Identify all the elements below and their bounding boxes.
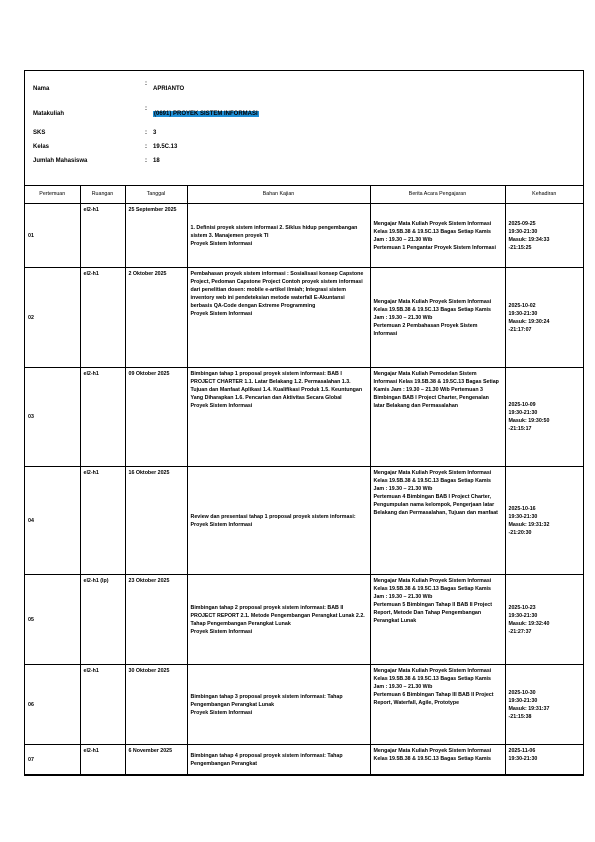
- table-row: [25, 368, 583, 467]
- sks-value: 3: [153, 130, 157, 136]
- bahan-kajian-cell: Bimbingan tahap 3 proposal proyek sistem informasi: Tahap Pengembangan Perangkat Lunak Proyek Sistem Informasi: [187, 665, 370, 745]
- berita-acara-cell: Mengajar Mata Kuliah Proyek Sistem Informasi Kelas 19.5B.38 & 19.5C.13 Bagas Setiap Kamis Jam : 19.30 – 21.30 Wib Pertemuan 5 Bimbingan Tahap II BAB II Project Report, Metode Dan Tahap Pengembangan Perangkat Lunak: [370, 575, 505, 665]
- table-row: [25, 467, 583, 575]
- pertemuan-cell: 01: [25, 204, 80, 268]
- kelas-colon: :: [145, 144, 147, 150]
- ruangan-cell: el2-h1: [80, 268, 125, 368]
- bahan-kajian-cell: Bimbingan tahap 4 proposal proyek sistem informasi: Tahap Pengembangan Perangkat: [187, 745, 370, 775]
- kelas-label: Kelas: [33, 144, 50, 150]
- berita-acara-cell: Mengajar Mata Kuliah Proyek Sistem Informasi Kelas 19.5B.38 & 19.5C.13 Bagas Setiap Kamis Jam : 19.30 – 21.30 Wib Pertemuan 2 Pembahasan Proyek Sistem Informasi: [370, 268, 505, 368]
- jumlah-label: Jumlah Mahasiswa: [33, 158, 88, 164]
- tanggal-cell: 23 Oktober 2025: [125, 575, 187, 665]
- ruangan-cell: el2-h1: [80, 368, 125, 467]
- header-berita-acara: Berita Acara Pengajaran: [370, 186, 505, 204]
- pertemuan-cell: 04: [25, 467, 80, 575]
- tanggal-cell: 30 Oktober 2025: [125, 665, 187, 745]
- ruangan-cell: el2-h1 (lp): [80, 575, 125, 665]
- nama-label: Nama: [33, 86, 50, 92]
- bahan-kajian-cell: Bimbingan tahap 1 proposal proyek sistem informasi: BAB I PROJECT CHARTER 1.1. Latar Belakang 1.2. Permasalahan 1.3. Tujuan dan Manfaat Aplikasi 1.4. Kualifikasi Produk 1.5. Keuntungan Yang Diharapkan 1.6. Pencarian dan Aktivitas Secara Global Proyek Sistem Informasi: [187, 368, 370, 467]
- sks-colon: :: [145, 130, 147, 136]
- berita-acara-cell: Mengajar Mata Kuliah Proyek Sistem Informasi Kelas 19.5B.38 & 19.5C.13 Bagas Setiap Kamis: [370, 745, 505, 775]
- header-ruangan: Ruangan: [80, 186, 125, 204]
- sks-label: SKS: [33, 130, 46, 136]
- attendance-document: [24, 70, 584, 776]
- attendance-table: [25, 186, 583, 775]
- matakuliah-label: Matakuliah: [33, 111, 65, 117]
- pertemuan-cell: 05: [25, 575, 80, 665]
- matakuliah-value: (0691) PROYEK SISTEM INFORMASI: [154, 111, 258, 117]
- berita-acara-cell: Mengajar Mata Kuliah Proyek Sistem Informasi Kelas 19.5B.38 & 19.5C.13 Bagas Setiap Kamis Jam : 19.30 – 21.30 Wib Pertemuan 1 Pengantar Proyek Sistem Informasi: [370, 204, 505, 268]
- pertemuan-cell: 07: [25, 745, 80, 775]
- ruangan-cell: el2-h1: [80, 204, 125, 268]
- pertemuan-cell: 03: [25, 368, 80, 467]
- tanggal-cell: 25 September 2025: [125, 204, 187, 268]
- kehadiran-cell: 2025-10-23 19:30-21:30 Masuk: 19:32:40 -21:27:37: [505, 575, 583, 665]
- tanggal-cell: 16 Oktober 2025: [125, 467, 187, 575]
- berita-acara-cell: Mengajar Mata Kuliah Pemodelan Sistem Informasi Kelas 19.5B.38 & 19.5C.13 Bagas Setiap Kamis Jam : 19.30 – 21.30 Wib Pertemuan 3 Bimbingan BAB I Project Charter, Pengenalan latar Belakang dan Permasalahan: [370, 368, 505, 467]
- matakuliah-colon: :: [145, 106, 147, 112]
- berita-acara-cell: Mengajar Mata Kuliah Proyek Sistem Informasi Kelas 19.5B.38 & 19.5C.13 Bagas Setiap Kamis Jam : 19.30 – 21.30 Wib Pertemuan 4 Bimbingan BAB I Project Charter, Pengumpulan nama kelompok, Pengerjaan latar Belakang dan Permasalahan, Tujuan dan manfaat: [370, 467, 505, 575]
- jumlah-value: 18: [153, 158, 160, 164]
- table-row: [25, 665, 583, 745]
- bahan-kajian-cell: Review dan presentasi tahap 1 proposal proyek sistem informasi: Proyek Sistem Informasi: [187, 467, 370, 575]
- nama-colon: :: [145, 81, 147, 87]
- nama-value: APRIANTO: [153, 86, 185, 92]
- kelas-value: 19.5C.13: [153, 144, 178, 150]
- ruangan-cell: el2-h1: [80, 665, 125, 745]
- header-tanggal: Tanggal: [125, 186, 187, 204]
- header-bahan-kajian: Bahan Kajian: [187, 186, 370, 204]
- table-header-row: [25, 186, 583, 204]
- ruangan-cell: el2-h1: [80, 467, 125, 575]
- kehadiran-cell: 2025-11-06 19:30-21:30: [505, 745, 583, 775]
- header-kehadiran: Kehadiran: [505, 186, 583, 204]
- table-row: [25, 204, 583, 268]
- kehadiran-cell: 2025-10-30 19:30-21:30 Masuk: 19:31:37 -21:15:38: [505, 665, 583, 745]
- table-row: [25, 268, 583, 368]
- kehadiran-cell: 2025-10-02 19:30-21:30 Masuk: 19:30:24 -21:17:07: [505, 268, 583, 368]
- berita-acara-cell: Mengajar Mata Kuliah Proyek Sistem Informasi Kelas 19.5B.38 & 19.5C.13 Bagas Setiap Kamis Jam : 19.30 – 21.30 Wib Pertemuan 6 Bimbingan Tahap III BAB II Project Report, Waterfall, Agile, Prototype: [370, 665, 505, 745]
- kehadiran-cell: 2025-10-09 19:30-21:30 Masuk: 19:30:50 -21:15:17: [505, 368, 583, 467]
- ruangan-cell: el2-h1: [80, 745, 125, 775]
- kehadiran-cell: 2025-09-25 19:30-21:30 Masuk: 19:34:33 -21:15:25: [505, 204, 583, 268]
- course-info-section: [25, 71, 583, 186]
- pertemuan-cell: 02: [25, 268, 80, 368]
- bahan-kajian-cell: 1. Definisi proyek sistem informasi 2. Siklus hidup pengembangan sistem 3. Manajemen proyek TI Proyek Sistem Informasi: [187, 204, 370, 268]
- table-row: [25, 575, 583, 665]
- jumlah-colon: :: [145, 158, 147, 164]
- bahan-kajian-cell: Pembahasan proyek sistem informasi : Sosialisasi konsep Capstone Project, Pedoman Capstone Project Contoh proyek sistem informasi dari penelitian dosen: mobile e-artikel ilmiah; Integrasi sistem inventory web ini pendeteksian metode waterfall E-Akuntansi berbasis QA-Code dengan Extreme Programming Proyek Sistem Informasi: [187, 268, 370, 368]
- document-frame: [24, 70, 584, 776]
- bahan-kajian-cell: Bimbingan tahap 2 proposal proyek sistem informasi: BAB II PROJECT REPORT 2.1. Metode Pengembangan Perangkat Lunak 2.2. Tahap Pengembangan Perangkat Lunak Proyek Sistem Informasi: [187, 575, 370, 665]
- header-pertemuan: Pertemuan: [25, 186, 80, 204]
- table-row: [25, 745, 583, 775]
- pertemuan-cell: 06: [25, 665, 80, 745]
- kehadiran-cell: 2025-10-16 19:30-21:30 Masuk: 19:31:32 -21:20:30: [505, 467, 583, 575]
- tanggal-cell: 6 November 2025: [125, 745, 187, 775]
- tanggal-cell: 09 Oktober 2025: [125, 368, 187, 467]
- tanggal-cell: 2 Oktober 2025: [125, 268, 187, 368]
